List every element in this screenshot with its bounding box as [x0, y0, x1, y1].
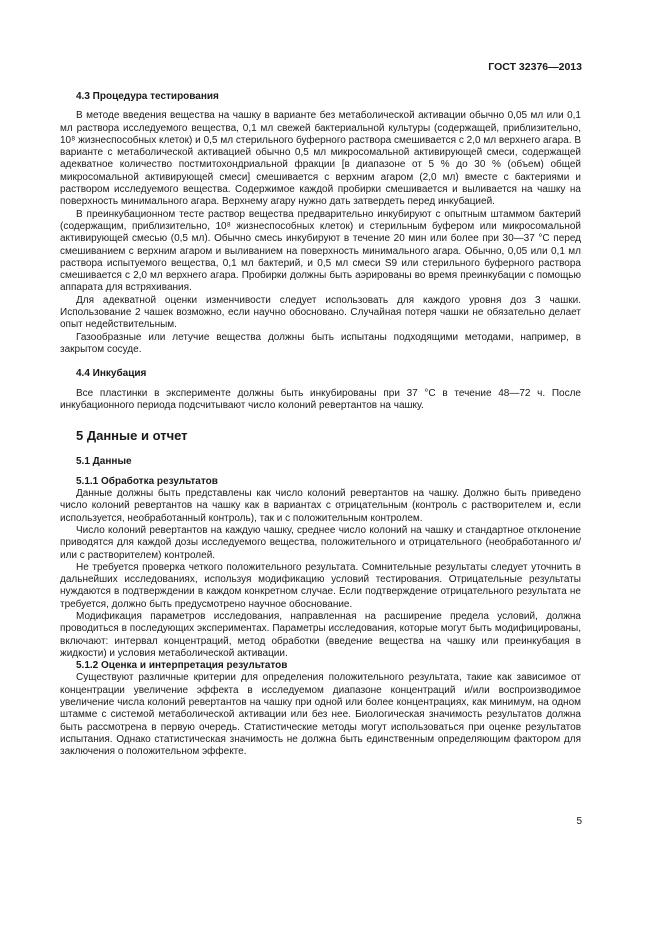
section-5-1-heading: 5.1 Данные: [76, 456, 132, 468]
paragraph: Данные должны быть представлены как число колоний ревертантов на чашку. Должно быть приведено число колоний ревертантов на чашку как в вариантах с отрицательным (контроль с растворителем и, если используется, необработанный контроль), так и с положительным контролем.: [60, 488, 581, 524]
page-number: 5: [576, 816, 582, 827]
section-5-heading: 5 Данные и отчет: [76, 428, 188, 444]
standard-code: ГОСТ 32376—2013: [488, 61, 582, 73]
section-4-3-heading: 4.3 Процедура тестирования: [76, 91, 219, 102]
paragraph: Существуют различные критерии для определения положительного результата, такие как зависимое от концентрации увеличение эффекта в исследуемом диапазоне концентраций и/или воспроизводимое увеличение числа колоний ревертантов на чашку при одной или более концентрациях, как минимум, на одном штамме с системой метаболической активации или без нее. Биологическая значимость результатов должна быть рассмотрена в первую очередь. Статистические методы могут использоваться при оценке результатов испытания. Однако статистическая значимость не должна быть единственным определяющим фактором для заключения о положительном эффекте.: [60, 672, 581, 758]
paragraph: В преинкубационном тесте раствор вещества предварительно инкубируют с опытным штаммом бактерий (содержащим, приблизительно, 10⁸ жизнеспособных клеток) и стерильным буфером или микросомальной активирующей смесью (0,5 мл). Обычно смесь инкубируют в течение 20 мин или более при 30—37 °С перед смешиванием с верхним агаром и выливанием на поверхность минимального агара. Обычно, 0,05 или 0,1 мл раствора испытуемого вещества, 0,1 мл бактерий, и 0,5 мл смеси S9 или стерильного буферного раствора смешивается с 2,0 мл верхнего агара. Пробирки должны быть аэрированы во время преинкубации с помощью аппарата для встряхивания.: [60, 208, 581, 294]
paragraph: Для адекватной оценки изменчивости следует использовать для каждого уровня доз 3 чашки. Использование 2 чашек возможно, если научно обосновано. Случайная потеря чашки не обязательно делает опыт недействительным.: [60, 294, 581, 331]
paragraph: Число колоний ревертантов на каждую чашку, среднее число колоний на чашку и стандартное отклонение приводятся для каждой дозы исследуемого вещества, положительного и отрицательного (необработанного и/или с растворителем) контролей.: [60, 524, 581, 561]
document-body: [60, 91, 581, 759]
paragraph: Все пластинки в эксперименте должны быть инкубированы при 37 °С в течение 48—72 ч. После инкубационного периода подсчитывают число колоний ревертантов на чашку.: [60, 387, 581, 411]
paragraph: Модификация параметров исследования, направленная на расширение предела условий, должна проводиться в последующих экспериментах. Параметры исследования, которые могут быть модифицированы, включают: интервал концентраций, метод обработки (введение вещества на чашку или преинкубация в жидкости) и условия метаболической активации.: [60, 610, 581, 659]
section-5-1-1-heading: 5.1.1 Обработка результатов: [76, 475, 218, 487]
section-4-4-heading: 4.4 Инкубация: [76, 368, 147, 380]
section-5-1-2-heading: 5.1.2 Оценка и интерпретация результатов: [76, 660, 288, 672]
paragraph: В методе введения вещества на чашку в варианте без метаболической активации обычно 0,05 мл или 0,1 мл раствора исследуемого вещества, 0,1 мл свежей бактериальной культуры (содержащей, приблизительно, 10⁸ жизнеспособных клеток) и 0,5 мл стерильного буферного раствора смешивается с 2,0 мл верхнего агара. В варианте с метаболической активацией обычно 0,5 мл микросомальной активирующей смеси, содержащей адекватное количество постмитохондриальной фракции [в диапазоне от 5 % до 30 % (объем) общей микросомальной активирующей смеси] смешивается с верхним агаром (2,0 мл) вместе с бактериями и раствором исследуемого вещества. Содержимое каждой пробирки смешивается и выливается на чашку на поверхность минимального агара. Верхнему агару нужно дать затвердеть перед инкубацией.: [60, 110, 581, 208]
paragraph: Газообразные или летучие вещества должны быть испытаны подходящими методами, например, в закрытом сосуде.: [60, 331, 581, 355]
paragraph: Не требуется проверка четкого положительного результата. Сомнительные результаты следует уточнить в дальнейших исследованиях, используя модификацию условий тестирования. Отрицательные результаты нуждаются в подтверждении в каждом конкретном случае. Если подтверждение отрицательного результата не требуется, должно быть предусмотрено научное обоснование.: [60, 561, 581, 610]
